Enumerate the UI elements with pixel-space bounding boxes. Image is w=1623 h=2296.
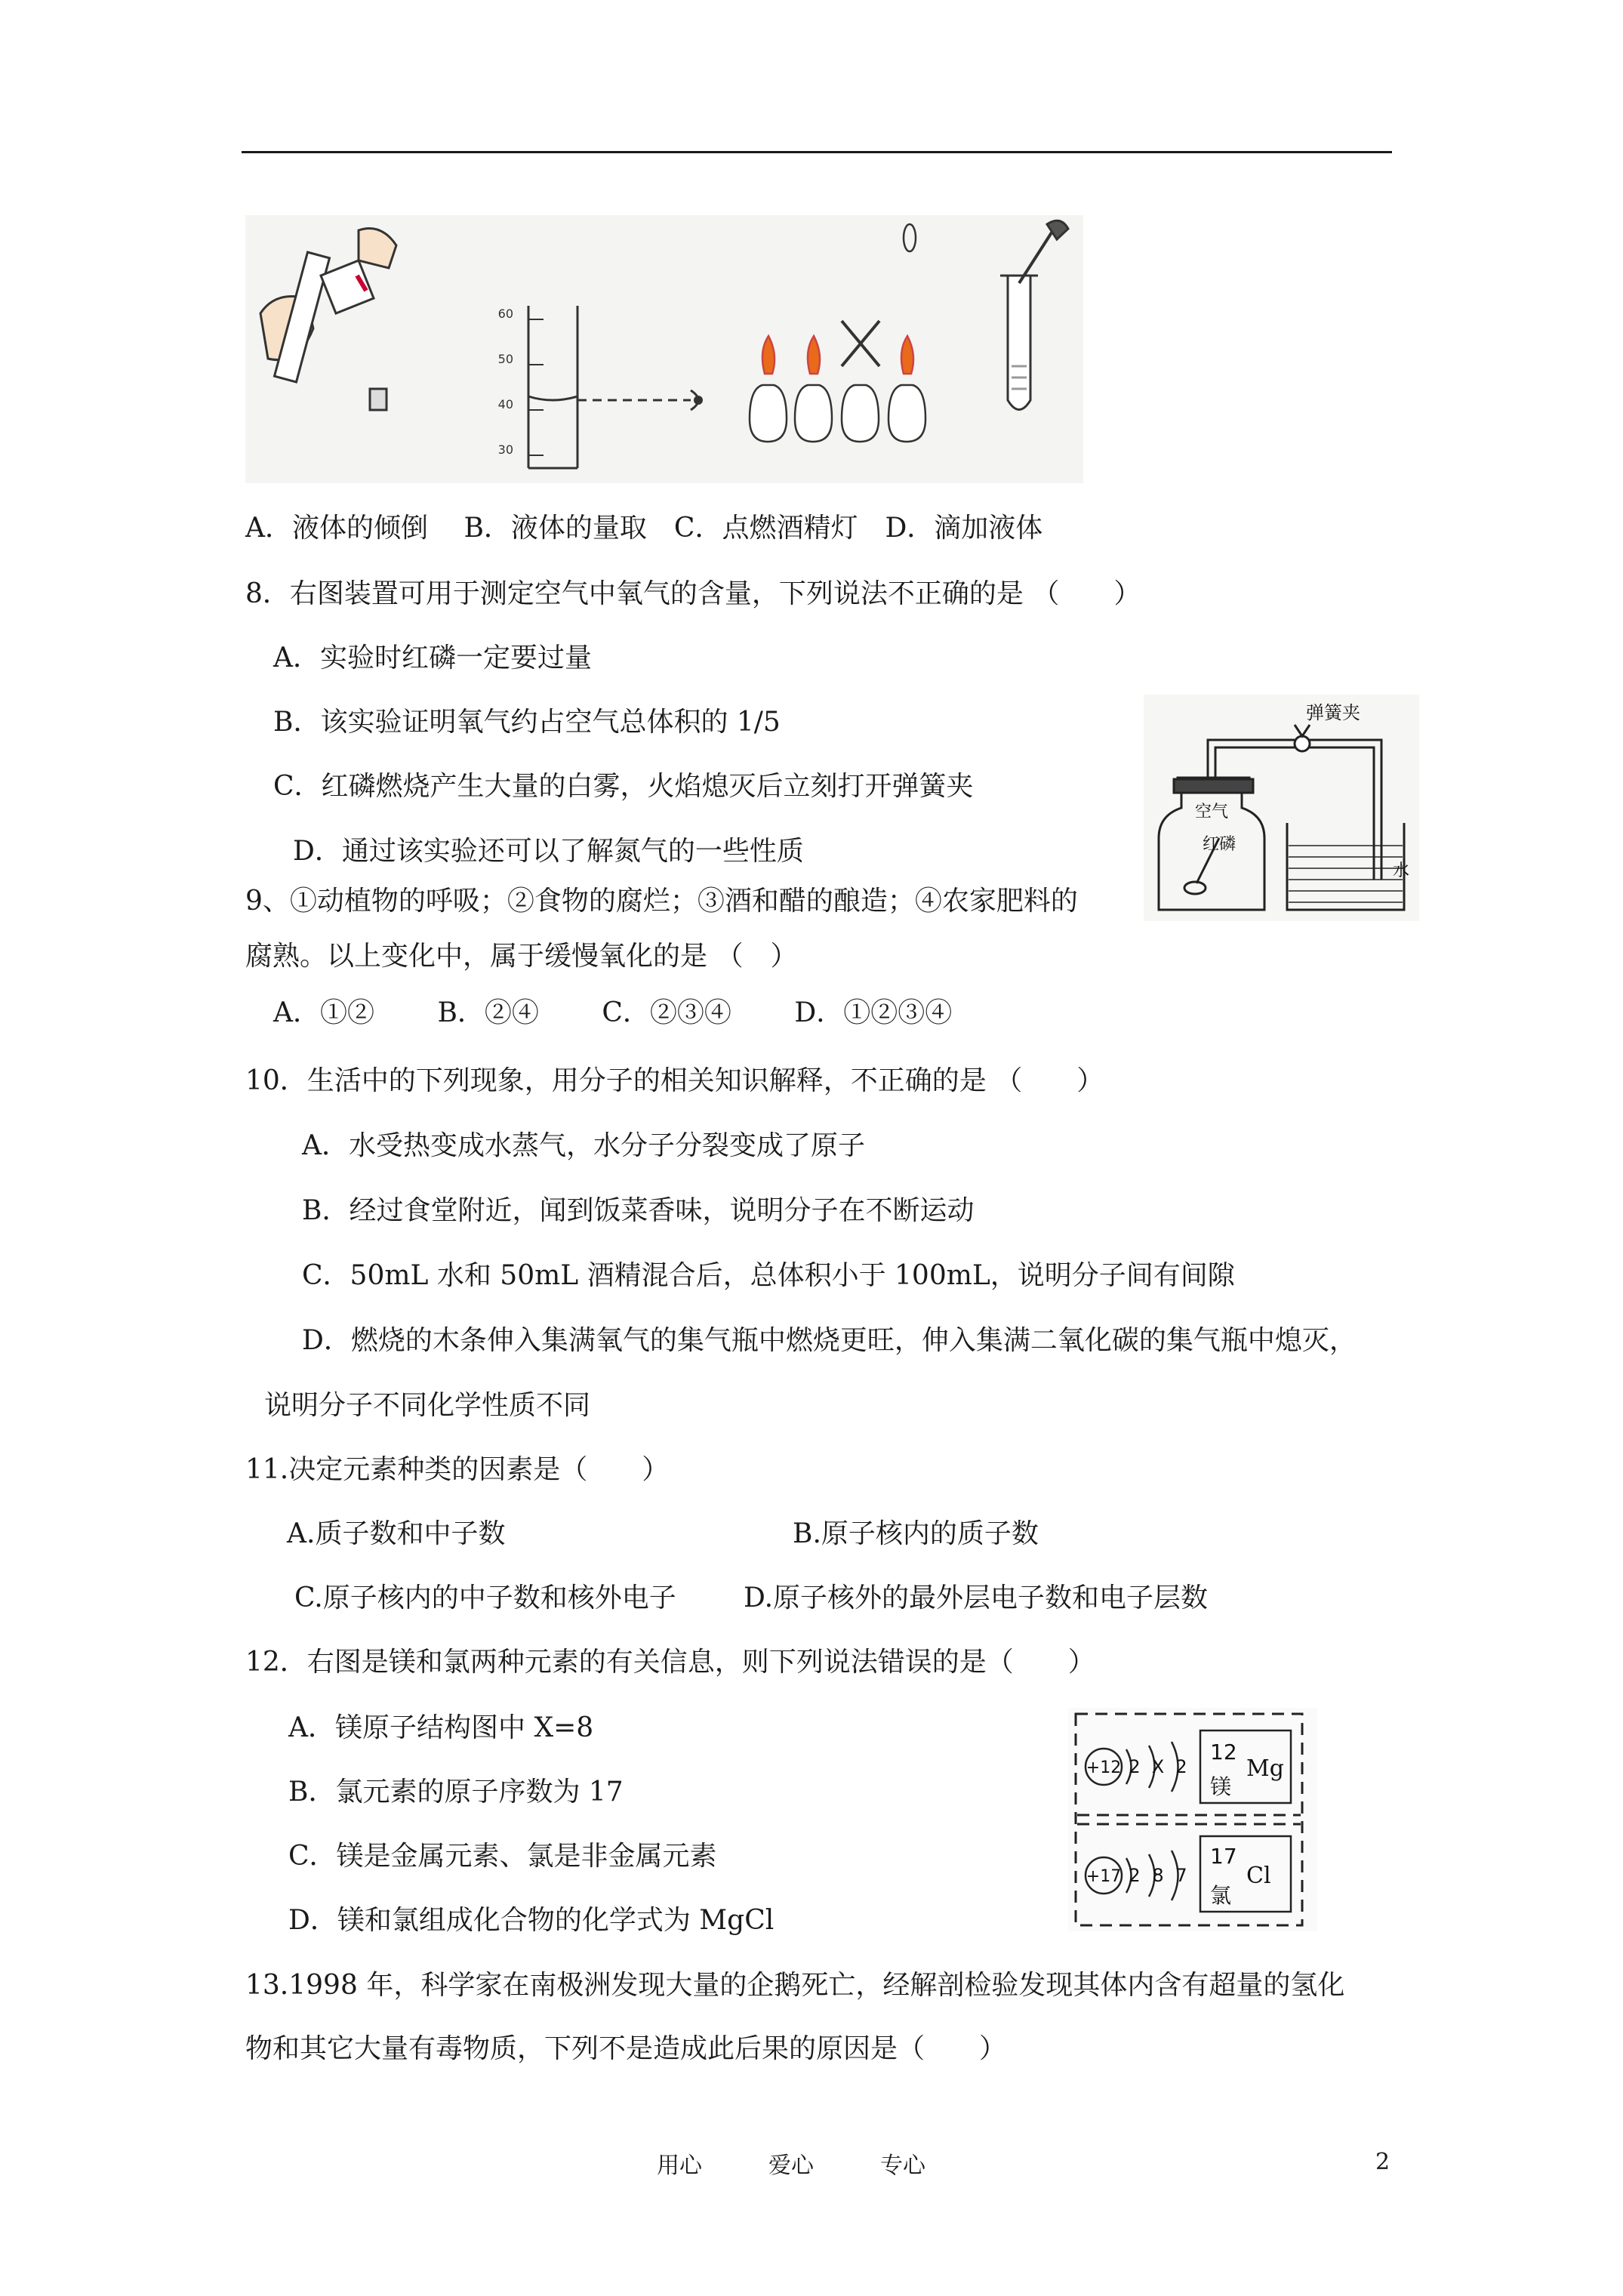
q8-option-a: A．实验时红磷一定要过量 <box>273 643 592 673</box>
mg-atomic-number: 12 <box>1210 1740 1237 1764</box>
q8-option-c: C．红磷燃烧产生大量的白雾，火焰熄灭后立刻打开弹簧夹 <box>273 771 974 802</box>
cl-name: 氯 <box>1210 1883 1232 1908</box>
q10-option-d-line1: D．燃烧的木条伸入集满氧气的集气瓶中燃烧更旺，伸入集满二氧化碳的集气瓶中熄灭， <box>302 1325 1357 1356</box>
cylinder-tick-50: 50 <box>497 352 513 366</box>
footer-motto-1: 用心 <box>657 2153 702 2179</box>
q11-option-c: C.原子核内的中子数和核外电子 <box>294 1583 676 1613</box>
q10-option-c: C．50mL 水和 50mL 酒精混合后，总体积小于 100mL，说明分子间有间隙 <box>302 1260 1235 1291</box>
label-air: 空气 <box>1195 803 1229 821</box>
q8-stem: 8．右图装置可用于测定空气中氧气的含量，下列说法不正确的是 （ ） <box>245 578 1141 609</box>
q13-line2: 物和其它大量有毒物质，下列不是造成此后果的原因是（ ） <box>245 2033 1007 2064</box>
q10-option-d-line2: 说明分子不同化学性质不同 <box>264 1390 591 1421</box>
q9-line1: 9、①动植物的呼吸；②食物的腐烂；③酒和醋的酿造；④农家肥料的 <box>245 886 1078 917</box>
cl-shell-1: 2 <box>1129 1865 1141 1886</box>
q9-line2: 腐熟。以上变化中，属于缓慢氧化的是 （ ） <box>245 941 798 972</box>
oxygen-apparatus-figure <box>1144 695 1419 921</box>
q10-option-a: A．水受热变成水蒸气，水分子分裂变成了原子 <box>302 1130 865 1161</box>
mg-name: 镁 <box>1210 1774 1232 1799</box>
q7-options: A．液体的倾倒 B．液体的量取 C．点燃酒精灯 D．滴加液体 <box>245 513 1043 544</box>
q7-figure-strip <box>245 215 1083 483</box>
footer-motto-2: 爱心 <box>768 2153 814 2179</box>
cylinder-tick-60: 60 <box>497 307 513 321</box>
cl-nucleus: +17 <box>1086 1867 1122 1886</box>
label-spring-clip: 弹簧夹 <box>1306 702 1360 723</box>
mg-shell-3: 2 <box>1175 1756 1187 1777</box>
header-rule <box>242 151 1392 153</box>
label-water: 水 <box>1393 861 1410 880</box>
label-red-phosphorus: 红磷 <box>1203 835 1236 854</box>
page-number: 2 <box>1375 2149 1390 2175</box>
cl-symbol: Cl <box>1246 1863 1271 1889</box>
q10-option-b: B．经过食堂附近，闻到饭菜香味，说明分子在不断运动 <box>302 1195 975 1226</box>
mg-shell-1: 2 <box>1129 1756 1141 1777</box>
mg-symbol: Mg <box>1246 1755 1284 1782</box>
q11-stem: 11.决定元素种类的因素是（ ） <box>245 1454 670 1485</box>
q12-option-a: A．镁原子结构图中 X=8 <box>288 1712 594 1743</box>
q13-line1: 13.1998 年，科学家在南极洲发现大量的企鹅死亡，经解剖检验发现其体内含有超量的氢化 <box>245 1970 1345 2001</box>
q8-option-b: B．该实验证明氧气约占空气总体积的 1/5 <box>273 707 781 738</box>
q11-option-a: A.质子数和中子数 <box>287 1518 506 1549</box>
q12-option-b: B．氯元素的原子序数为 17 <box>288 1777 624 1808</box>
cl-shell-3: 7 <box>1175 1865 1187 1886</box>
q8-option-d: D．通过该实验还可以了解氮气的一些性质 <box>293 836 804 867</box>
footer-motto-3: 专心 <box>880 2153 925 2179</box>
q11-option-d: D.原子核外的最外层电子数和电子层数 <box>744 1583 1209 1613</box>
mg-shell-2: X <box>1151 1756 1165 1777</box>
mg-nucleus: +12 <box>1086 1758 1122 1777</box>
cylinder-tick-40: 40 <box>497 397 513 411</box>
q11-option-b: B.原子核内的质子数 <box>793 1518 1039 1549</box>
q12-stem: 12．右图是镁和氯两种元素的有关信息，则下列说法错误的是（ ） <box>245 1647 1095 1678</box>
cylinder-tick-30: 30 <box>497 442 513 457</box>
q10-stem: 10．生活中的下列现象，用分子的相关知识解释，不正确的是 （ ） <box>245 1065 1104 1096</box>
cl-shell-2: 8 <box>1152 1865 1164 1886</box>
q12-option-c: C．镁是金属元素、氯是非金属元素 <box>288 1841 717 1872</box>
q9-options: A．①② B．②④ C．②③④ D．①②③④ <box>273 997 953 1028</box>
q12-option-d: D．镁和氯组成化合物的化学式为 MgCl <box>288 1905 775 1936</box>
cl-atomic-number: 17 <box>1210 1844 1237 1869</box>
mg-cl-element-figure <box>1068 1708 1317 1931</box>
